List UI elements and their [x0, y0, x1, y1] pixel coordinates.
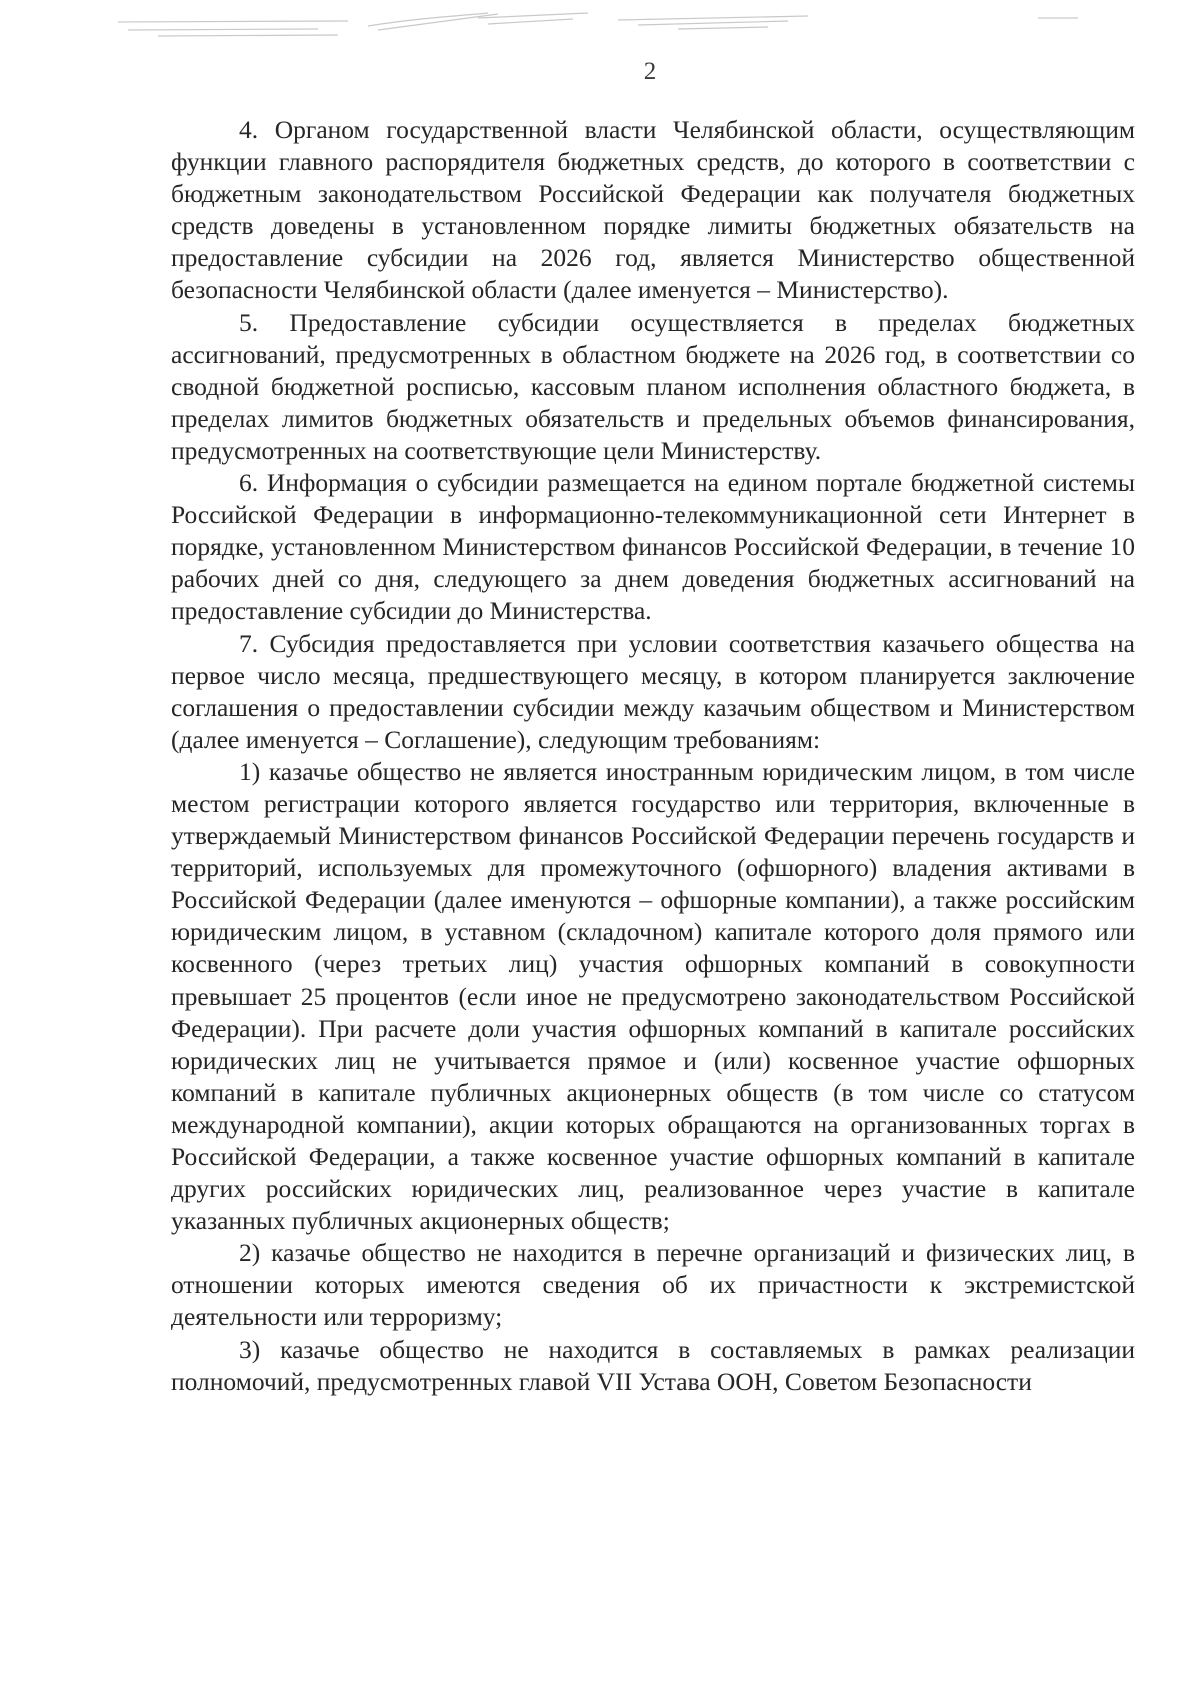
page-number: 2 — [643, 58, 657, 85]
list-item-2: 2) казачье общество не находится в перечне организаций и физических лиц, в отношении которых имеются сведения об их причастности к экстремистской деятельности или терроризму; — [171, 1238, 1135, 1332]
list-item-1: 1) казачье общество не является иностранным юридическим лицом, в том числе местом регистрации которого является государство или территория, включенные в утверждаемый Министерством финансов Российской Федерации перечень государств и территорий, используемых для промежуточного (офшорного) владения активами в Российской Федерации (далее именуются – офшорные компании), а также российским юридическим лицом, в уставном (складочном) капитале которого доля прямого или косвенного (через третьих лиц) участия офшорных компаний в совокупности превышает 25 процентов (если иное не предусмотрено законодательством Российской Федерации). При расчете доли участия офшорных компаний в капитале российских юридических лиц не учитывается прямое и (или) косвенное участие офшорных компаний в капитале публичных акционерных обществ (в том числе со статусом международной компании), акции которых обращаются на организованных торгах в Российской Федерации, а также косвенное участие офшорных компаний в капитале других российских юридических лиц, реализованное через участие в капитале указанных публичных акционерных обществ; — [171, 756, 1135, 1236]
paragraph-6: 6. Информация о субсидии размещается на едином портале бюджетной системы Российской Федерации в информационно-телекоммуникационной сети Интернет в порядке, установленном Министерством финансов Российской Федерации, в течение 10 рабочих дней со дня, следующего за днем доведения бюджетных ассигнований на предоставление субсидии до Министерства. — [171, 468, 1135, 626]
paragraph-4: 4. Органом государственной власти Челябинской области, осуществляющим функции главного распорядителя бюджетных средств, до которого в соответствии с бюджетным законодательством Российской Федерации как получателя бюджетных средств доведены в установленном порядке лимиты бюджетных обязательств на предоставление субсидии на 2026 год, является Министерство общественной безопасности Челябинской области (далее именуется – Министерство). — [171, 115, 1135, 305]
list-item-3: 3) казачье общество не находится в составляемых в рамках реализации полномочий, предусмотренных главой VII Устава ООН, Советом Безопасности — [171, 1334, 1135, 1396]
paragraph-7: 7. Субсидия предоставляется при условии соответствия казачьего общества на первое число месяца, предшествующего месяцу, в котором планируется заключение соглашения о предоставлении субсидии между казачьим обществом и Министерством (далее именуется – Соглашение), следующим требованиям: — [171, 628, 1135, 754]
scan-artifact — [118, 8, 1198, 38]
document-body — [171, 114, 1135, 1398]
paragraph-5: 5. Предоставление субсидии осуществляется в пределах бюджетных ассигнований, предусмотренных в областном бюджете на 2026 год, в соответствии со сводной бюджетной росписью, кассовым планом исполнения областного бюджета, в пределах лимитов бюджетных обязательств и предельных объемов финансирования, предусмотренных на соответствующие цели Министерству. — [171, 307, 1135, 465]
